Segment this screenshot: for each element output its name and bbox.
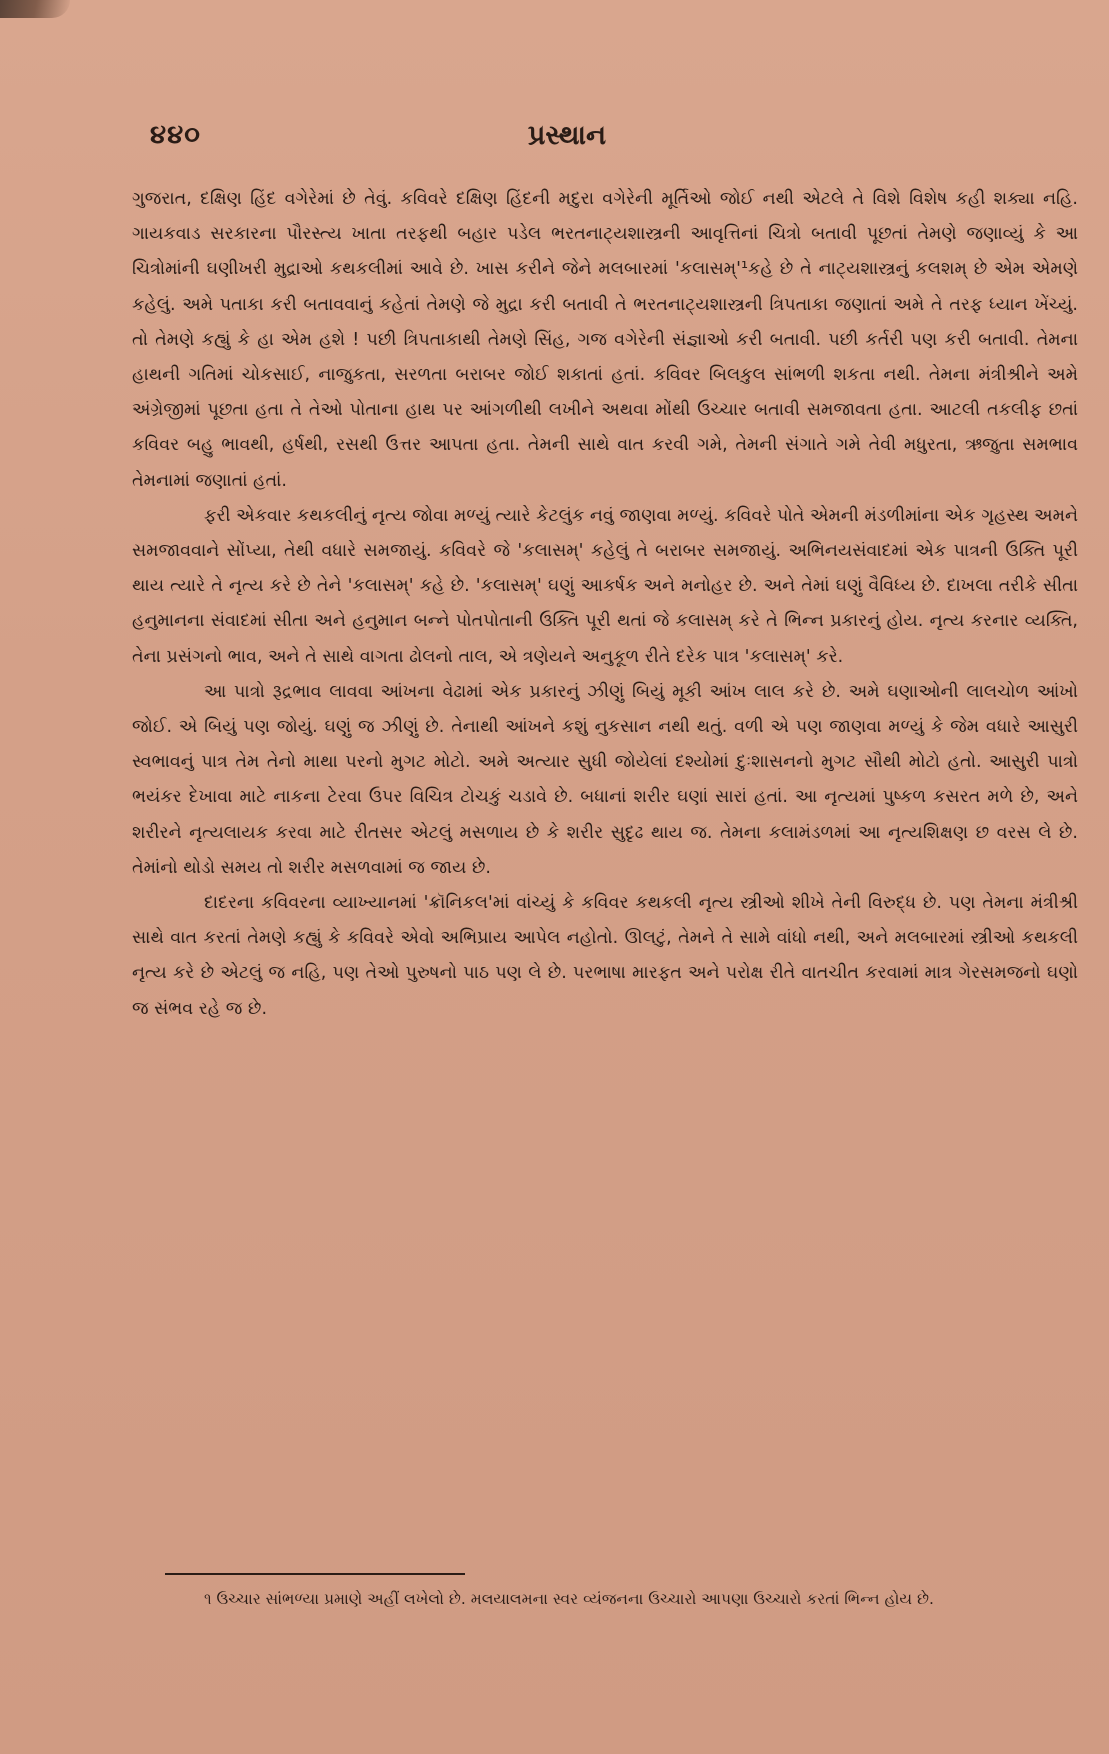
paragraph-2: ફરી એકવાર કથકલીનું નૃત્ય જોવા મળ્યું ત્યારે કેટલુંક નવું જાણવા મળ્યું. કવિવરે પોતે એમની મંડળીમાંના એક ગૃહસ્થ અમને સમજાવવાને સોંપ્યા, તેથી વધારે સમજાયું. કવિવરે જે 'કલાસમ્' કહેલું તે બરાબર સમજાયું. અભિનયસંવાદમાં એક પાત્રની ઉક્તિ પૂરી થાય ત્યારે તે નૃત્ય કરે છે તેને 'કલાસમ્' કહે છે. 'કલાસમ્' ઘણું આકર્ષક અને મનોહર છે. અને તેમાં ઘણું વૈવિધ્ય છે. દાખલા તરીકે સીતા હનુમાનના સંવાદમાં સીતા અને હનુમાન બન્ને પોતપોતાની ઉક્તિ પૂરી થતાં જે કલાસમ્ કરે તે ભિન્ન પ્રકારનું હોય. નૃત્ય કરનાર વ્યક્તિ, તેના પ્રસંગનો ભાવ, અને તે સાથે વાગતા ઢોલનો તાલ, એ ત્રણેયને અનુકૂળ રીતે દરેક પાત્ર 'કલાસમ્' કરે. [132,505,1078,667]
paragraph-3: આ પાત્રો રૂદ્રભાવ લાવવા આંખના વેઢામાં એક પ્રકારનું ઝીણું બિયું મૂકી આંખ લાલ કરે છે. અમે ઘણાઓની લાલચોળ આંખો જોઈ. એ બિયું પણ જોયું. ઘણું જ ઝીણું છે. તેનાથી આંખને કશું નુકસાન નથી થતું. વળી એ પણ જાણવા મળ્યું કે જેમ વધારે આસુરી સ્વભાવનું પાત્ર તેમ તેનો માથા પરનો મુગટ મોટો. અમે અત્યાર સુધી જોયેલાં દશ્યોમાં દુઃશાસનનો મુગટ સૌથી મોટો હતો. આસુરી પાત્રો ભયંકર દેખાવા માટે નાકના ટેરવા ઉપર વિચિત્ર ટોચકું ચડાવે છે. બધાનાં શરીર ઘણાં સારાં હતાં. આ નૃત્યમાં પુષ્કળ કસરત મળે છે, અને શરીરને નૃત્યલાયક કરવા માટે રીતસર એટલું મસળાય છે કે શરીર સુદૃઢ થાય જ. તેમના કલામંડળમાં આ નૃત્યશિક્ષણ છ વરસ લે છે. તેમાંનો થોડો સમય તો શરીર મસળવામાં જ જાય છે. [132,681,1078,878]
footnote: ૧ ઉચ્ચાર સાંભળ્યા પ્રમાણે અહીં લખેલો છે. મલયાલમના સ્વર વ્યંજનના ઉચ્ચારો આપણા ઉચ્ચારો કરતાં ભિન્ન હોય છે. [204,1590,934,1608]
page-header [150,120,984,160]
running-head: પ્રસ્થાન [527,120,607,151]
body-text [132,182,1078,1027]
footnote-rule [165,1573,465,1575]
page-number: ૪૪૦ [150,120,201,150]
paragraph-4: દાદરના કવિવરના વ્યાખ્યાનમાં 'ક્રૉનિકલ'માં વાંચ્યું કે કવિવર કથકલી નૃત્ય સ્ત્રીઓ શીખે તેની વિરુદ્ધ છે. પણ તેમના મંત્રીશ્રી સાથે વાત કરતાં તેમણે કહ્યું કે કવિવરે એવો અભિપ્રાય આપેલ નહોતો. ઊલટું, તેમને તે સામે વાંધો નથી, અને મલબારમાં સ્ત્રીઓ કથકલી નૃત્ય કરે છે એટલું જ નહિ, પણ તેઓ પુરુષનો પાઠ પણ લે છે. પરભાષા મારફત અને પરોક્ષ રીતે વાતચીત કરવામાં માત્ર ગેરસમજનો ઘણો જ સંભવ રહે જ છે. [132,893,1078,1019]
page-edge-mark [0,0,70,18]
paragraph-1: ગુજરાત, દક્ષિણ હિંદ વગેરેમાં છે તેવું. કવિવરે દક્ષિણ હિંદની મદુરા વગેરેની મૂર્તિઓ જોઈ નથી એટલે તે વિશે વિશેષ કહી શક્યા નહિ. ગાયકવાડ સરકારના પૌરસ્ત્ય ખાતા તરફથી બહાર પડેલ ભરતનાટ્યશાસ્ત્રની આવૃત્તિનાં ચિત્રો બતાવી પૂછતાં તેમણે જણાવ્યું કે આ ચિત્રોમાંની ઘણીખરી મુદ્રાઓ કથકલીમાં આવે છે. ખાસ કરીને જેને મલબારમાં 'કલાસમ્'¹કહે છે તે નાટ્યશાસ્ત્રનું કલશમ્ છે એમ એમણે કહેલું. અમે પતાકા કરી બતાવવાનું કહેતાં તેમણે જે મુદ્રા કરી બતાવી તે ભરતનાટ્યશાસ્ત્રની ત્રિપતાકા જણાતાં અમે તે તરફ ધ્યાન ખેંચ્યું. તો તેમણે કહ્યું કે હા એમ હશે ! પછી ત્રિપતાકાથી તેમણે સિંહ, ગજ વગેરેની સંજ્ઞાઓ કરી બતાવી. પછી કર્તરી પણ કરી બતાવી. તેમના હાથની ગતિમાં ચોકસાઈ, નાજુકતા, સરળતા બરાબર જોઈ શકાતાં હતાં. કવિવર બિલકુલ સાંભળી શકતા નથી. તેમના મંત્રીશ્રીને અમે અંગ્રેજીમાં પૂછતા હતા તે તેઓ પોતાના હાથ પર આંગળીથી લખીને અથવા મોંથી ઉચ્ચાર બતાવી સમજાવતા હતા. આટલી તકલીફ છતાં કવિવર બહુ ભાવથી, હર્ષથી, રસથી ઉત્તર આપતા હતા. તેમની સાથે વાત કરવી ગમે, તેમની સંગાતે ગમે તેવી મધુરતા, ઋજુતા સમભાવ તેમનામાં જણાતાં હતાં. [132,189,1078,491]
